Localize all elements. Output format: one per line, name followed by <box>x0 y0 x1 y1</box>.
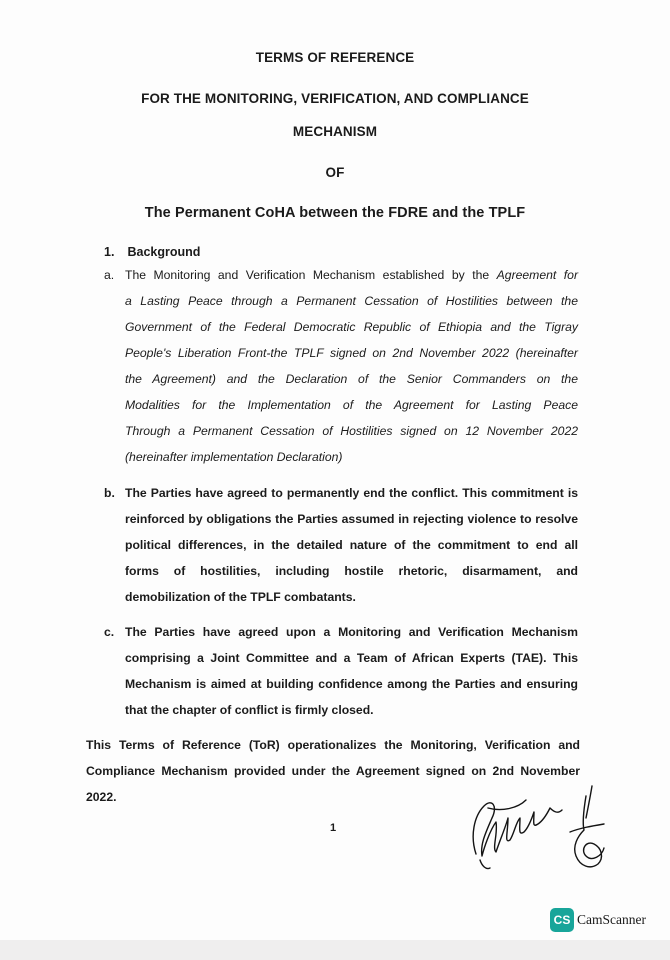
signature-stroke <box>586 786 592 818</box>
paragraph-line: reinforced by obligations the Parties assumed in rejecting violence to resolve <box>125 512 578 526</box>
paragraph-line: a Lasting Peace through a Permanent Cessation of Hostilities between the <box>125 294 578 308</box>
paragraph-line: that the chapter of conflict is firmly closed. <box>125 703 374 717</box>
camscanner-logo-icon: CS <box>550 908 574 932</box>
list-marker: c. <box>104 625 115 639</box>
document-subtitle-continued: MECHANISM <box>292 124 378 139</box>
paragraph-line: Government of the Federal Democratic Republic of Ethiopia and the Tigray <box>125 320 578 334</box>
document-subtitle: FOR THE MONITORING, VERIFICATION, AND COMPLIANCE <box>141 91 529 106</box>
document-title: TERMS OF REFERENCE <box>255 50 415 65</box>
signature-stroke <box>575 796 604 867</box>
paragraph-line: forms of hostilities, including hostile rhetoric, disarmament, and <box>125 564 578 578</box>
paragraph-line: The Parties have agreed to permanently end the conflict. This commitment is <box>125 486 578 500</box>
signature-stroke <box>473 803 562 856</box>
paragraph-line: political differences, in the detailed nature of the commitment to end all <box>125 538 578 552</box>
handwritten-signatures <box>462 778 622 888</box>
paragraph-line: People's Liberation Front-the TPLF signed on 2nd November 2022 (hereinafter <box>125 346 578 360</box>
page-number: 1 <box>330 822 337 834</box>
paragraph-line: comprising a Joint Committee and a Team of African Experts (TAE). This <box>125 651 578 665</box>
paragraph-line: Modalities for the Implementation of the Agreement for Lasting Peace <box>125 398 578 412</box>
paragraph-line: Mechanism is aimed at building confidence among the Parties and ensuring <box>125 677 578 691</box>
paragraph-line: Through a Permanent Cessation of Hostilities signed on 12 November 2022 <box>125 424 578 438</box>
paragraph-line: The Monitoring and Verification Mechanism established by the Agreement for <box>125 268 578 282</box>
camscanner-watermark <box>550 907 646 933</box>
list-marker: b. <box>104 486 115 500</box>
paragraph-line: the Agreement) and the Declaration of the Senior Commanders on the <box>125 372 578 386</box>
scan-bottom-edge <box>0 940 670 960</box>
paragraph-line: (hereinafter implementation Declaration) <box>125 450 343 464</box>
section-heading <box>104 245 200 259</box>
section-number: 1. <box>104 245 115 259</box>
section-title: Background <box>127 245 201 259</box>
paragraph-line: The Parties have agreed upon a Monitoring and Verification Mechanism <box>125 625 578 639</box>
paragraph-line: This Terms of Reference (ToR) operationalizes the Monitoring, Verification and <box>86 738 580 752</box>
paragraph-line: 2022. <box>86 790 117 804</box>
paragraph-line: demobilization of the TPLF combatants. <box>125 590 356 604</box>
signature-stroke <box>480 860 490 869</box>
camscanner-name: CamScanner <box>577 912 646 927</box>
document-subject: The Permanent CoHA between the FDRE and the TPLF <box>144 205 526 221</box>
paragraph-line: Compliance Mechanism provided under the Agreement signed on 2nd November <box>86 764 580 778</box>
document-subtitle-of: OF <box>325 165 345 180</box>
list-marker: a. <box>104 268 115 282</box>
signature-stroke <box>570 824 604 832</box>
